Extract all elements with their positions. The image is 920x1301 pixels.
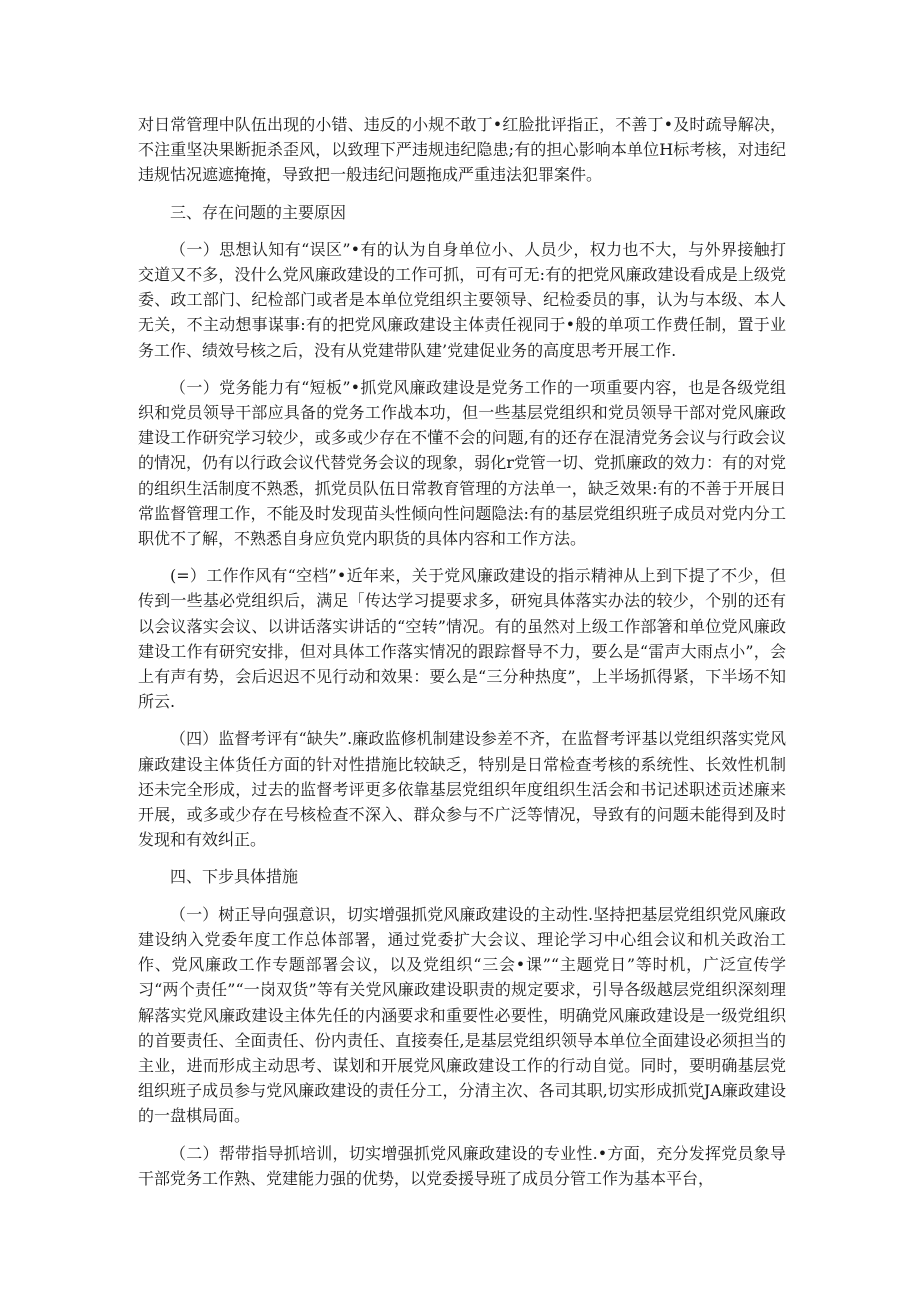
paragraph-measure-orientation: （一）树正导向强意识，切实增强抓党风廉政建设的主动性.坚持把基层党组织党风廉政建设纳入党委年度工作总体部署，通过党委扩大会议、理论学习中心组会议和机关政治工作、党风廉政工作专题部署会议，以及党组织“三会•课”“主题党日”等时机，广泛宣传学习“两个责任”“一岗双货”等有关党风廉政建设职责的规定要求，引导各级越层党组织深刻理解落实党风廉政建设主体先任的内涵要求和重要性必要性，明确党风廉政建设是一级党组织的首要责任、全面责任、份内责任、直接奏任,是基层党组织领导本单位全面建设必须担当的主业，进而形成主动思考、谋划和开展党风廉政建设工作的行动自觉。同时，要明确基层党组织班子成员参与党风廉政建设的责任分工，分清主次、各司其职,切实形成抓党JA廉政建设的一盘棋局面。 xyxy=(138,904,786,1126)
paragraph-cause-supervision: （四）监督考评有“缺失”.廉政监修机制建设参差不齐，在监督考评基以党组织落实党风廉政建设主体货任方面的针对性措施比较缺乏，特别是日常检查考核的系统性、长效性机制还未完全形成，过去的监督考评更多依靠基层党组织年度组织生活会和书记述职述贡述廉来开展，或多或少存在号核检查不深入、群众参与不广泛等情况，导致有的问题未能得到及时发现和有效纠正。 xyxy=(138,729,786,850)
section-heading-measures: 四、下步具体措施 xyxy=(170,867,299,887)
paragraph-cause-style: (=）工作作风有“空档”•近年来，关于党风廉政建设的指示精神从上到下提了不少，但传到一些基必党组织后，满足「传达学习提要求多，研宛具体落实办法的较少，个别的还有以会议落实会议、以讲话落实讲话的“空转”情况。有的虽然对上级工作部箸和单位党风廉政建设工作有研究安排，但对具体工作落实情况的跟踪督导不力，要么是“雷声大雨点小”，会上有声有势，会后迟迟不见行动和效果：要么是“三分种热度”，上半场抓得紧，下半场不知所云. xyxy=(138,566,786,712)
paragraph-cause-ability: （一）党务能力有“短板”•抓党风廉政建设是党务工作的一项重要内容，也是各级党组织和党员领导干部应具备的党务工作战本功，但一些基层党组织和党员领导干部对党风廉政建设工作研究学习较少，或多或少存在不懂不会的问题,有的还存在混清党务会议与行政会议的情况，仍有以行政会议代替党务会议的现象，弱化r党管一切、党抓廉政的效力：有的对党的组织生活制度不熟悉，抓党员队伍日常教育管理的方法单一，缺乏效果:有的不善于开展日常监督管理工作，不能及时发现苗头性倾向性问题隐法:有的基层党组织班子成员对党内分工职优不了解，不熟悉自身应负党内职货的具体内容和工作方法。 xyxy=(138,377,786,549)
paragraph-measure-training: （二）帮带指导抓培训，切实增强抓党风廉政建设的专业性.•方面，充分发挥党员象导干部党务工作熟、党建能力强的优势，以党委援导班了成员分管工作为基本平台， xyxy=(138,1143,786,1188)
paragraph-continuation: 对日常管理中队伍出现的小错、违反的小规不敢丁•红脸批评指正，不善丁•及时疏导解决，不注重坚决果断扼杀歪风，以致理下严违规违纪隐患;有的担心影响本单位H标考核，对违纪违规怙况遮遮掩掩，导致把一般违纪问题拖成严重违法犯罪案件。 xyxy=(138,115,786,185)
paragraph-cause-thinking: （一）思想认知有“误区”•有的认为自身单位小、人员少，权力也不大，与外界接触打交道又不多，没什么党风廉政建设的工作可抓，可有可无:有的把党风廉政建设看成是上级党委、政工部门、纪检部门或者是本单位党组织主要领导、纪检委员的事，认为与本级、本人无关，不主动想事谋事:有的把党风廉政建设主体责任视同于•般的单项工作费任制，置于业务工作、绩效号核之后，没有从党建带队建’党建促业务的高度思考开展工作. xyxy=(138,239,786,360)
document-page xyxy=(138,112,786,1203)
section-heading-causes: 三、存在问题的主要原因 xyxy=(170,202,347,222)
